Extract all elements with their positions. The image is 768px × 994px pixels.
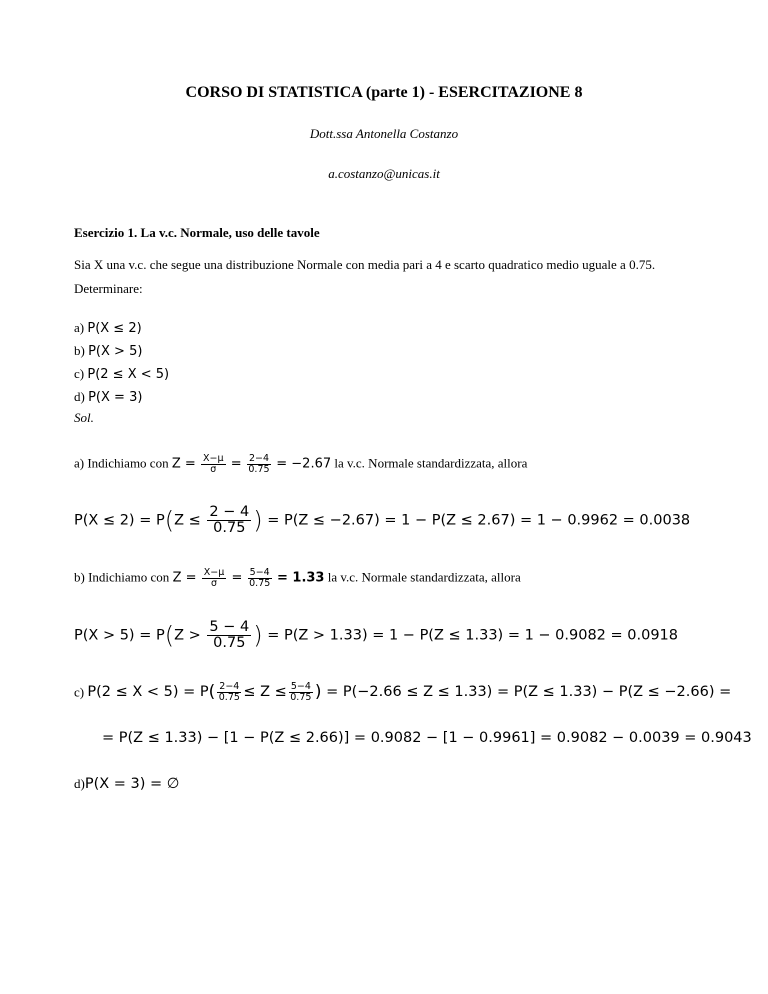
exercise-title: Esercizio 1. La v.c. Normale, uso delle tavole — [74, 225, 320, 240]
question-d: d) P(X = 3) — [74, 389, 143, 405]
solution-b-equation: P(X > 5) = P(Z > $\frac{5 - 4}{0.75}$ ) = P(Z > 1.33) = 1 − P(Z ≤ 1.33) = 1 − 0.9082 = 0.0918 — [74, 619, 679, 652]
fraction: $\frac{X-\mu}{\sigma}$ — [203, 567, 225, 589]
document-title: CORSO DI STATISTICA (parte 1) - ESERCITAZIONE 8 — [185, 84, 583, 101]
solution-a-intro: a) Indichiamo con Z = $\frac{X-\mu}{\sigma}$ = $\frac{2-4}{0.75}$ = −2.67 la v.c. Normale standardizzata, allora — [74, 453, 528, 475]
solution-c-equation-line1: c) P(2 ≤ X < 5) = P( $\frac{2-4}{0.75}$ ≤ Z ≤ $\frac{5-4}{0.75}$ ) = P(−2.66 ≤ Z ≤ 1.33) = P(Z ≤ 1.33) − P(Z ≤ −2.66) = — [74, 681, 732, 703]
fraction: $\frac{2-4}{0.75}$ — [248, 453, 270, 475]
fraction: $\frac{5-4}{0.75}$ — [290, 681, 312, 703]
solution-b-intro: b) Indichiamo con Z = $\frac{X-\mu}{\sigma}$ = $\frac{5-4}{0.75}$ = 1.33 la v.c. Normale standardizzata, allora — [74, 567, 521, 589]
fraction: $\frac{2 - 4}{0.75}$ — [209, 504, 250, 537]
question-c: c) P(2 ≤ X < 5) — [74, 366, 170, 382]
fraction: $\frac{X-\mu}{\sigma}$ — [203, 453, 224, 475]
solution-d: d)P(X = 3) = ∅ — [74, 776, 180, 792]
author-email: a.costanzo@unicas.it — [328, 166, 440, 181]
solution-heading: Sol. — [74, 410, 94, 425]
fraction: $\frac{2-4}{0.75}$ — [218, 681, 240, 703]
fraction: $\frac{5 - 4}{0.75}$ — [209, 619, 250, 652]
fraction: $\frac{5-4}{0.75}$ — [249, 567, 271, 589]
exercise-statement-line2: Determinare: — [74, 281, 143, 296]
question-b: b) P(X > 5) — [74, 343, 143, 359]
question-a: a) P(X ≤ 2) — [74, 320, 142, 336]
solution-c-equation-line2: = P(Z ≤ 1.33) − [1 − P(Z ≤ 2.66)] = 0.9082 − [1 − 0.9961] = 0.9082 − 0.0039 = 0.9043 — [102, 730, 752, 746]
solution-a-equation: P(X ≤ 2) = P(Z ≤ $\frac{2 - 4}{0.75}$ ) = P(Z ≤ −2.67) = 1 − P(Z ≤ 2.67) = 1 − 0.9962 = 0.0038 — [74, 504, 691, 537]
author-name: Dott.ssa Antonella Costanzo — [309, 126, 459, 141]
exercise-statement-line1: Sia X una v.c. che segue una distribuzione Normale con media pari a 4 e scarto quadratico medio uguale a 0.75. — [74, 257, 656, 272]
